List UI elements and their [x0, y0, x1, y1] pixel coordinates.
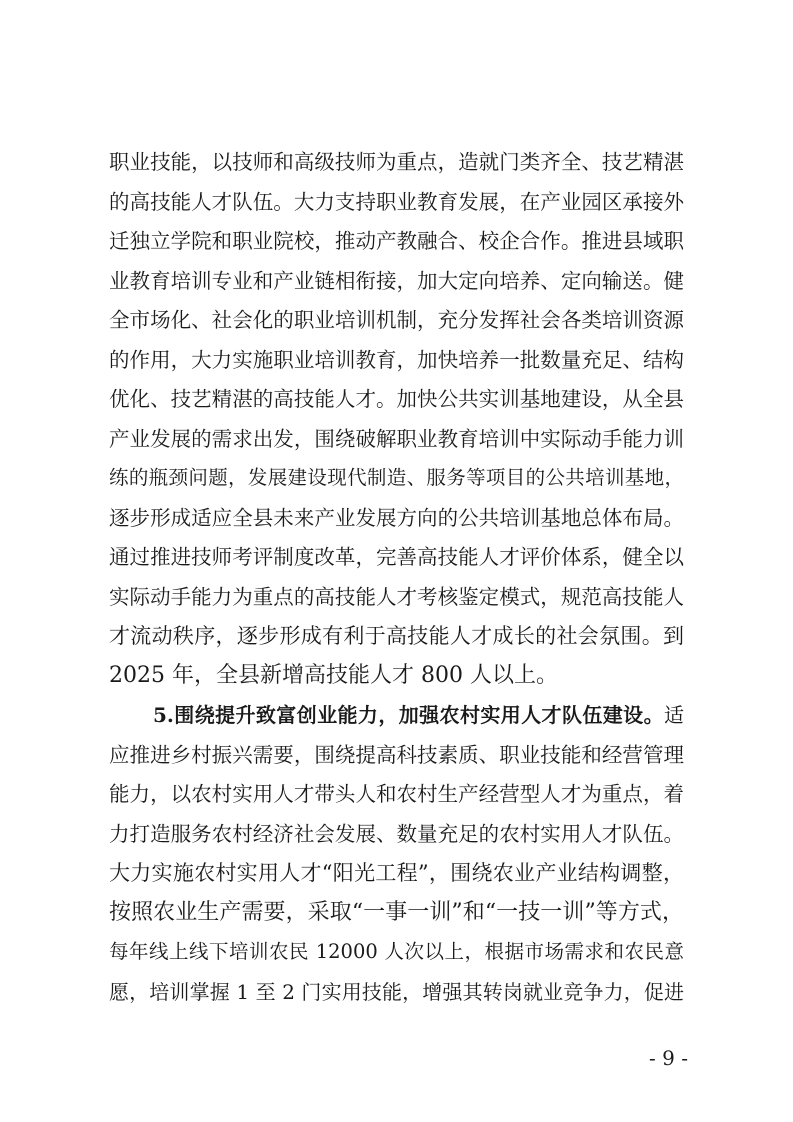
- page-number: - 9 -: [649, 1046, 688, 1070]
- paragraph-line: 按照农业生产需要，采取“一事一训”和“一技一训”等方式，: [109, 900, 684, 925]
- paragraph-line: 实际动手能力为重点的高技能人才考核鉴定模式，规范高技能人: [109, 585, 684, 609]
- paragraph-line: 逐步形成适应全县未来产业发展方向的公共培训基地总体布局。: [109, 506, 684, 530]
- paragraph-line: 力打造服务农村经济社会发展、数量充足的农村实用人才队伍。: [109, 822, 684, 846]
- paragraph-line: 迁独立学院和职业院校，推动产教融合、校企合作。推进县域职: [109, 229, 684, 253]
- paragraph-line: 通过推进技师考评制度改革，完善高技能人才评价体系，健全以: [109, 545, 684, 569]
- paragraph-line: 应推进乡村振兴需要，围绕提高科技素质、职业技能和经营管理: [109, 743, 684, 767]
- paragraph-line: 产业发展的需求出发，围绕破解职业教育培训中实际动手能力训: [109, 427, 684, 451]
- heading-line-text: 适: [664, 703, 684, 727]
- paragraph-line: 2025 年，全县新增高技能人才 800 人以上。: [109, 663, 558, 688]
- section-heading: 5.围绕提升致富创业能力，加强农村实用人才队伍建设。: [153, 703, 664, 727]
- paragraph-line: 愿，培训掌握 1 至 2 门实用技能，增强其转岗就业竞争力，促进: [109, 980, 684, 1004]
- paragraph-line: 练的瓶颈问题，发展建设现代制造、服务等项目的公共培训基地，: [109, 466, 684, 489]
- paragraph-line: 优化、技艺精湛的高技能人才。加快公共实训基地建设，从全县: [109, 387, 684, 411]
- paragraph-line: 的作用，大力实施职业培训教育，加快培养一批数量充足、结构: [109, 348, 684, 372]
- paragraph-line: 大力实施农村实用人才“阳光工程”，围绕农业产业结构调整，: [109, 861, 684, 885]
- paragraph-line: 的高技能人才队伍。大力支持职业教育发展，在产业园区承接外: [109, 190, 684, 214]
- section-heading-line: [153, 697, 684, 733]
- paragraph-line: 职业技能，以技师和高级技师为重点，造就门类齐全、技艺精湛: [109, 150, 684, 174]
- paragraph-line: 才流动秩序，逐步形成有利于高技能人才成长的社会氛围。到: [109, 624, 684, 648]
- paragraph-line: 业教育培训专业和产业链相衔接，加大定向培养、定向输送。健: [109, 269, 684, 293]
- paragraph-line: 能力，以农村实用人才带头人和农村生产经营型人才为重点，着: [109, 782, 684, 806]
- paragraph-line: 全市场化、社会化的职业培训机制，充分发挥社会各类培训资源: [109, 308, 684, 332]
- paragraph-line: 每年线上线下培训农民 12000 人次以上，根据市场需求和农民意: [109, 940, 684, 963]
